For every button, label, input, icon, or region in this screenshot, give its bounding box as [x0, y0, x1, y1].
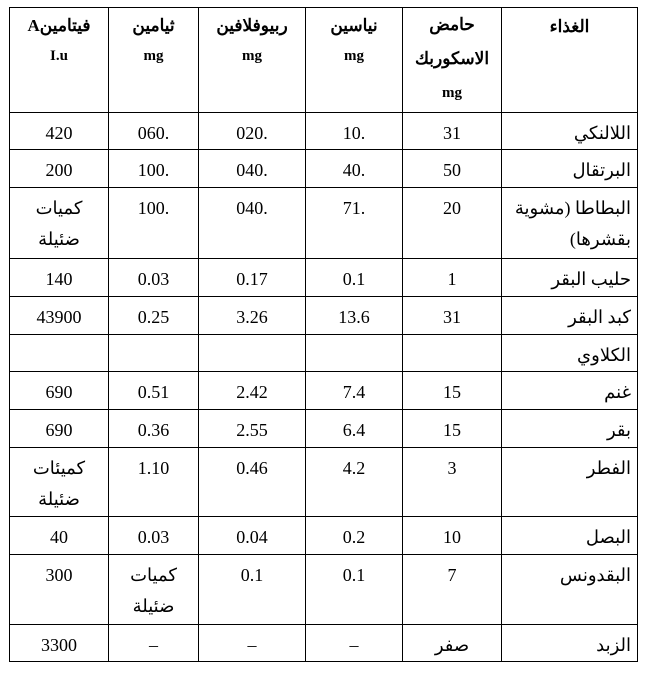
cell-niacin: .10 — [306, 113, 403, 150]
cell-food: الفطر — [502, 448, 638, 517]
cell-riboflavin: .040 — [199, 188, 306, 259]
table-row — [10, 372, 638, 410]
cell-riboflavin: 3.26 — [199, 297, 306, 335]
cell-vitaminA: 3300 — [10, 625, 109, 662]
header-riboflavin: ربيوفلافين mg — [199, 8, 306, 113]
cell-ascorbic: 7 — [403, 555, 502, 625]
cell-food: حليب البقر — [502, 259, 638, 297]
table-row — [10, 188, 638, 259]
cell-riboflavin: 0.17 — [199, 259, 306, 297]
cell-food: اللالنكي — [502, 113, 638, 150]
cell-riboflavin: 2.55 — [199, 410, 306, 448]
cell-thiamine: 1.10 — [109, 448, 199, 517]
header-ascorbic: حامض الاسكوربك mg — [403, 8, 502, 113]
cell-ascorbic: 20 — [403, 188, 502, 259]
cell-niacin: 6.4 — [306, 410, 403, 448]
cell-food: البصل — [502, 517, 638, 555]
cell-thiamine: 0.25 — [109, 297, 199, 335]
table-body — [10, 113, 638, 662]
cell-vitaminA: 690 — [10, 410, 109, 448]
cell-ascorbic: 15 — [403, 372, 502, 410]
cell-food: البطاطا (مشوية بقشرها) — [502, 188, 638, 259]
table-row — [10, 517, 638, 555]
cell-niacin: 0.2 — [306, 517, 403, 555]
cell-vitaminA: 43900 — [10, 297, 109, 335]
cell-food: البرتقال — [502, 150, 638, 188]
cell-riboflavin: 0.04 — [199, 517, 306, 555]
cell-riboflavin: 0.46 — [199, 448, 306, 517]
cell-food: الزبد — [502, 625, 638, 662]
header-row — [10, 8, 638, 113]
cell-niacin: 0.1 — [306, 259, 403, 297]
cell-thiamine: 0.03 — [109, 517, 199, 555]
table-row — [10, 625, 638, 662]
cell-vitaminA: 200 — [10, 150, 109, 188]
cell-vitaminA: 40 — [10, 517, 109, 555]
table-row — [10, 555, 638, 625]
cell-thiamine: 0.03 — [109, 259, 199, 297]
cell-niacin — [306, 335, 403, 372]
cell-niacin: 0.1 — [306, 555, 403, 625]
cell-ascorbic: 1 — [403, 259, 502, 297]
table-row — [10, 259, 638, 297]
cell-vitaminA: 690 — [10, 372, 109, 410]
cell-riboflavin: 0.1 — [199, 555, 306, 625]
cell-niacin: 7.4 — [306, 372, 403, 410]
cell-vitaminA: 300 — [10, 555, 109, 625]
cell-thiamine: 0.51 — [109, 372, 199, 410]
table-row — [10, 297, 638, 335]
cell-vitaminA: كميات ضئيلة — [10, 188, 109, 259]
table-row — [10, 448, 638, 517]
cell-vitaminA: 420 — [10, 113, 109, 150]
cell-ascorbic — [403, 335, 502, 372]
header-niacin: نياسين mg — [306, 8, 403, 113]
cell-vitaminA: كميئات ضئيلة — [10, 448, 109, 517]
cell-riboflavin — [199, 335, 306, 372]
cell-thiamine — [109, 335, 199, 372]
cell-thiamine: .100 — [109, 150, 199, 188]
table-row — [10, 150, 638, 188]
cell-riboflavin: 2.42 — [199, 372, 306, 410]
cell-food: كبد البقر — [502, 297, 638, 335]
table-row — [10, 410, 638, 448]
cell-niacin: 4.2 — [306, 448, 403, 517]
header-thiamine: ثيامين mg — [109, 8, 199, 113]
table-row — [10, 335, 638, 372]
cell-riboflavin: .020 — [199, 113, 306, 150]
cell-ascorbic: صفر — [403, 625, 502, 662]
cell-food: الكلاوي — [502, 335, 638, 372]
cell-thiamine: 0.36 — [109, 410, 199, 448]
cell-thiamine: – — [109, 625, 199, 662]
cell-ascorbic: 31 — [403, 113, 502, 150]
cell-thiamine: كميات ضئيلة — [109, 555, 199, 625]
cell-riboflavin: – — [199, 625, 306, 662]
cell-ascorbic: 50 — [403, 150, 502, 188]
cell-food: بقر — [502, 410, 638, 448]
cell-vitaminA: 140 — [10, 259, 109, 297]
cell-vitaminA — [10, 335, 109, 372]
cell-thiamine: .060 — [109, 113, 199, 150]
cell-ascorbic: 31 — [403, 297, 502, 335]
cell-thiamine: .100 — [109, 188, 199, 259]
cell-niacin: .40 — [306, 150, 403, 188]
cell-food: غنم — [502, 372, 638, 410]
header-vitamin-a: فيتامينA I.u — [10, 8, 109, 113]
cell-niacin: .71 — [306, 188, 403, 259]
header-food: الغذاء — [502, 8, 638, 113]
nutrition-table — [9, 7, 638, 662]
cell-food: البقدونس — [502, 555, 638, 625]
cell-riboflavin: .040 — [199, 150, 306, 188]
cell-niacin: – — [306, 625, 403, 662]
cell-niacin: 13.6 — [306, 297, 403, 335]
cell-ascorbic: 3 — [403, 448, 502, 517]
cell-ascorbic: 10 — [403, 517, 502, 555]
table-row — [10, 113, 638, 150]
cell-ascorbic: 15 — [403, 410, 502, 448]
